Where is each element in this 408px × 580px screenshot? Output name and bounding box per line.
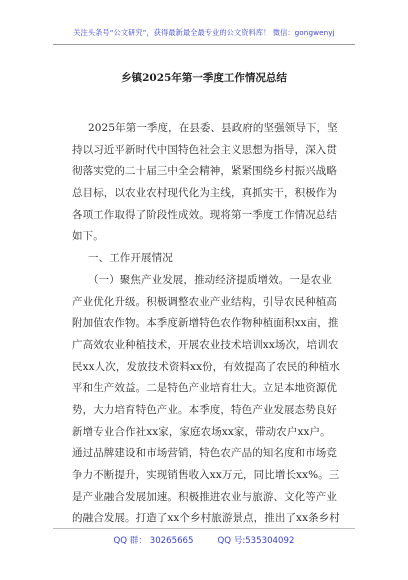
footer-divider — [53, 528, 355, 529]
paragraph-line: 的融合发展。打造了xx个乡村旅游景点，推出了xx条乡村 — [72, 512, 340, 525]
document-title: 乡镇2025年第一季度工作情况总结 — [121, 72, 287, 84]
paragraph-line: 是产业融合发展加速。积极推进农业与旅游、文化等产业 — [72, 490, 337, 503]
paragraph-line: 争力不断提升，实现销售收入xx万元，同比增长xx%。三 — [72, 469, 340, 481]
paragraph-line: （一）聚焦产业发展，推动经济提质增效。一是农业 — [88, 273, 332, 286]
footer-qq-number: QQ 号:535304092 — [217, 536, 295, 546]
section-heading: 一、工作开展情况 — [88, 252, 173, 265]
footer-contact — [0, 534, 408, 546]
paragraph-line: 通过品牌建设和市场营销，特色农产品的知名度和市场竞 — [72, 447, 337, 460]
footer-qq-group: QQ 群： 30265665 — [113, 536, 194, 546]
paragraph-line: 民xx人次，发放技术资料xx份，有效提高了农民的种植水 — [72, 360, 340, 373]
paragraph-line: 新增专业合作社xx家，家庭农场xx家，带动农户xx户。 — [72, 425, 331, 438]
paragraph-line: 总目标，以农业农村现代化为主线，真抓实干，积极作为 — [72, 187, 337, 200]
header-divider — [53, 44, 355, 45]
paragraph-line: 广高效农业种植技术，开展农业技术培训xx场次，培训农 — [72, 338, 339, 351]
paragraph-line: 彻落实党的二十届三中全会精神，紧紧围绕乡村振兴战略 — [72, 165, 337, 178]
paragraph-line: 势，大力培育特色产业。本季度，特色产业发展态势良好 — [72, 403, 337, 416]
paragraph-line: 2025年第一季度，在县委、县政府的坚强领导下，坚 — [88, 122, 338, 134]
document-body — [72, 118, 340, 530]
paragraph-line: 持以习近平新时代中国特色社会主义思想为指导，深入贯 — [72, 143, 337, 156]
paragraph-line: 如下。 — [72, 230, 104, 243]
paragraph-line: 附加值农作物。本季度新增特色农作物种植面积xx亩，推 — [72, 317, 339, 330]
paragraph-line: 平和生产效益。二是特色产业培育壮大。立足本地资源优 — [72, 382, 337, 395]
paragraph-line: 各项工作取得了阶段性成效。现将第一季度工作情况总结 — [72, 208, 337, 221]
paragraph-line: 产业优化升级。积极调整农业产业结构，引导农民种植高 — [72, 295, 337, 308]
header-banner: 关注头条号“公文研究”，获得最新最全最专业的公文资料库！ 微信：gongwenyj — [73, 28, 335, 37]
